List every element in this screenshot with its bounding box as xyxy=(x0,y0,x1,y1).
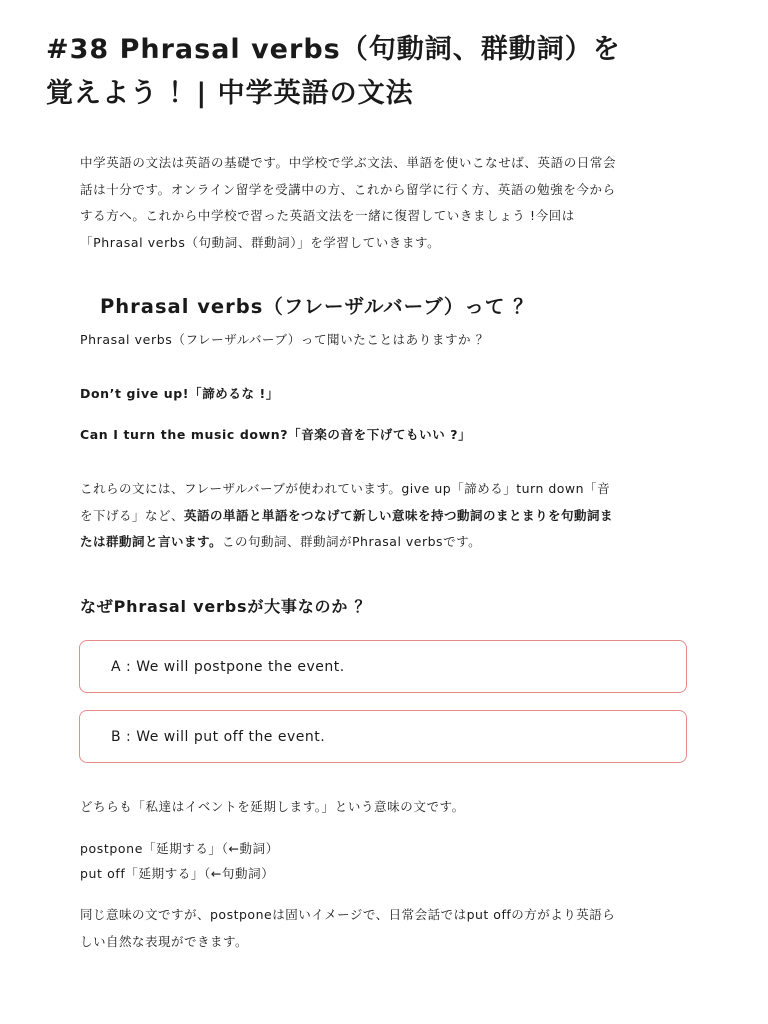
intro-line: する方へ。これから中学校で習った英語文法を一緒に復習していきましょう !今回は xyxy=(80,208,575,223)
example-sentence-turn-down: Can I turn the music down?「音楽の音を下げてもいい ?」 xyxy=(80,427,472,442)
closing-line: しい自然な表現ができます。 xyxy=(80,933,249,949)
intro-line: 「Phrasal verbs（句動詞、群動詞）」を学習していきます。 xyxy=(80,234,441,250)
explanation-text: この句動詞、群動詞がPhrasal verbsです。 xyxy=(222,534,482,549)
intro-paragraph xyxy=(80,150,700,256)
explanation-line xyxy=(80,503,700,530)
section-heading-why-important: なぜPhrasal verbsが大事なのか ？ xyxy=(80,597,372,616)
vocab-put-off: put off「延期する」（←句動詞） xyxy=(80,866,275,881)
vocab-postpone: postpone「延期する」（←動詞） xyxy=(80,841,279,856)
intro-line: 話は十分です。オンライン留学を受講中の方、これから留学に行く方、英語の勉強を今から xyxy=(80,181,616,197)
page-title-line-2: 覚えよう ！| 中学英語の文法 xyxy=(46,78,414,109)
example-sentence-give-up: Don’t give up!「諦めるな !」 xyxy=(80,386,279,401)
intro-question: Phrasal verbs（フレーザルバーブ）って聞いたことはありますか ？ xyxy=(80,332,489,347)
page-title-line-1: #38 Phrasal verbs（句動詞、群動詞）を xyxy=(46,34,621,65)
closing-paragraph xyxy=(80,902,700,955)
intro-line: 中学英語の文法は英語の基礎です。中学校で学ぶ文法、単語を使いこなせば、英語の日常会 xyxy=(80,155,617,170)
example-box-b-text: B : We will put off the event. xyxy=(111,728,326,745)
explanation-line xyxy=(80,529,700,556)
example-box-b xyxy=(79,710,687,763)
section-heading-phrasal-verbs: Phrasal verbs（フレーザルバーブ）って ？ xyxy=(100,295,534,318)
page-title xyxy=(46,28,726,116)
explanation-text: を下げる」など、 xyxy=(80,507,185,523)
explanation-line: これらの文には、フレーザルバーブが使われています。give up「諦める」turn down「音 xyxy=(80,481,611,496)
explanation-emphasis: たは群動詞と言います。 xyxy=(80,534,223,549)
explanation-paragraph xyxy=(80,476,700,556)
example-box-a-text: A : We will postpone the event. xyxy=(111,658,345,675)
explanation-emphasis: 英語の単語と単語をつなげて新しい意味を持つ動詞のまとまりを句動詞ま xyxy=(184,507,614,523)
meaning-sentence: どちらも「私達はイベントを延期します。」という意味の文です。 xyxy=(80,799,465,814)
closing-line: 同じ意味の文ですが、postponeは固いイメージで、日常会話ではput offの方がより英語ら xyxy=(80,907,616,922)
example-box-a xyxy=(79,640,687,693)
